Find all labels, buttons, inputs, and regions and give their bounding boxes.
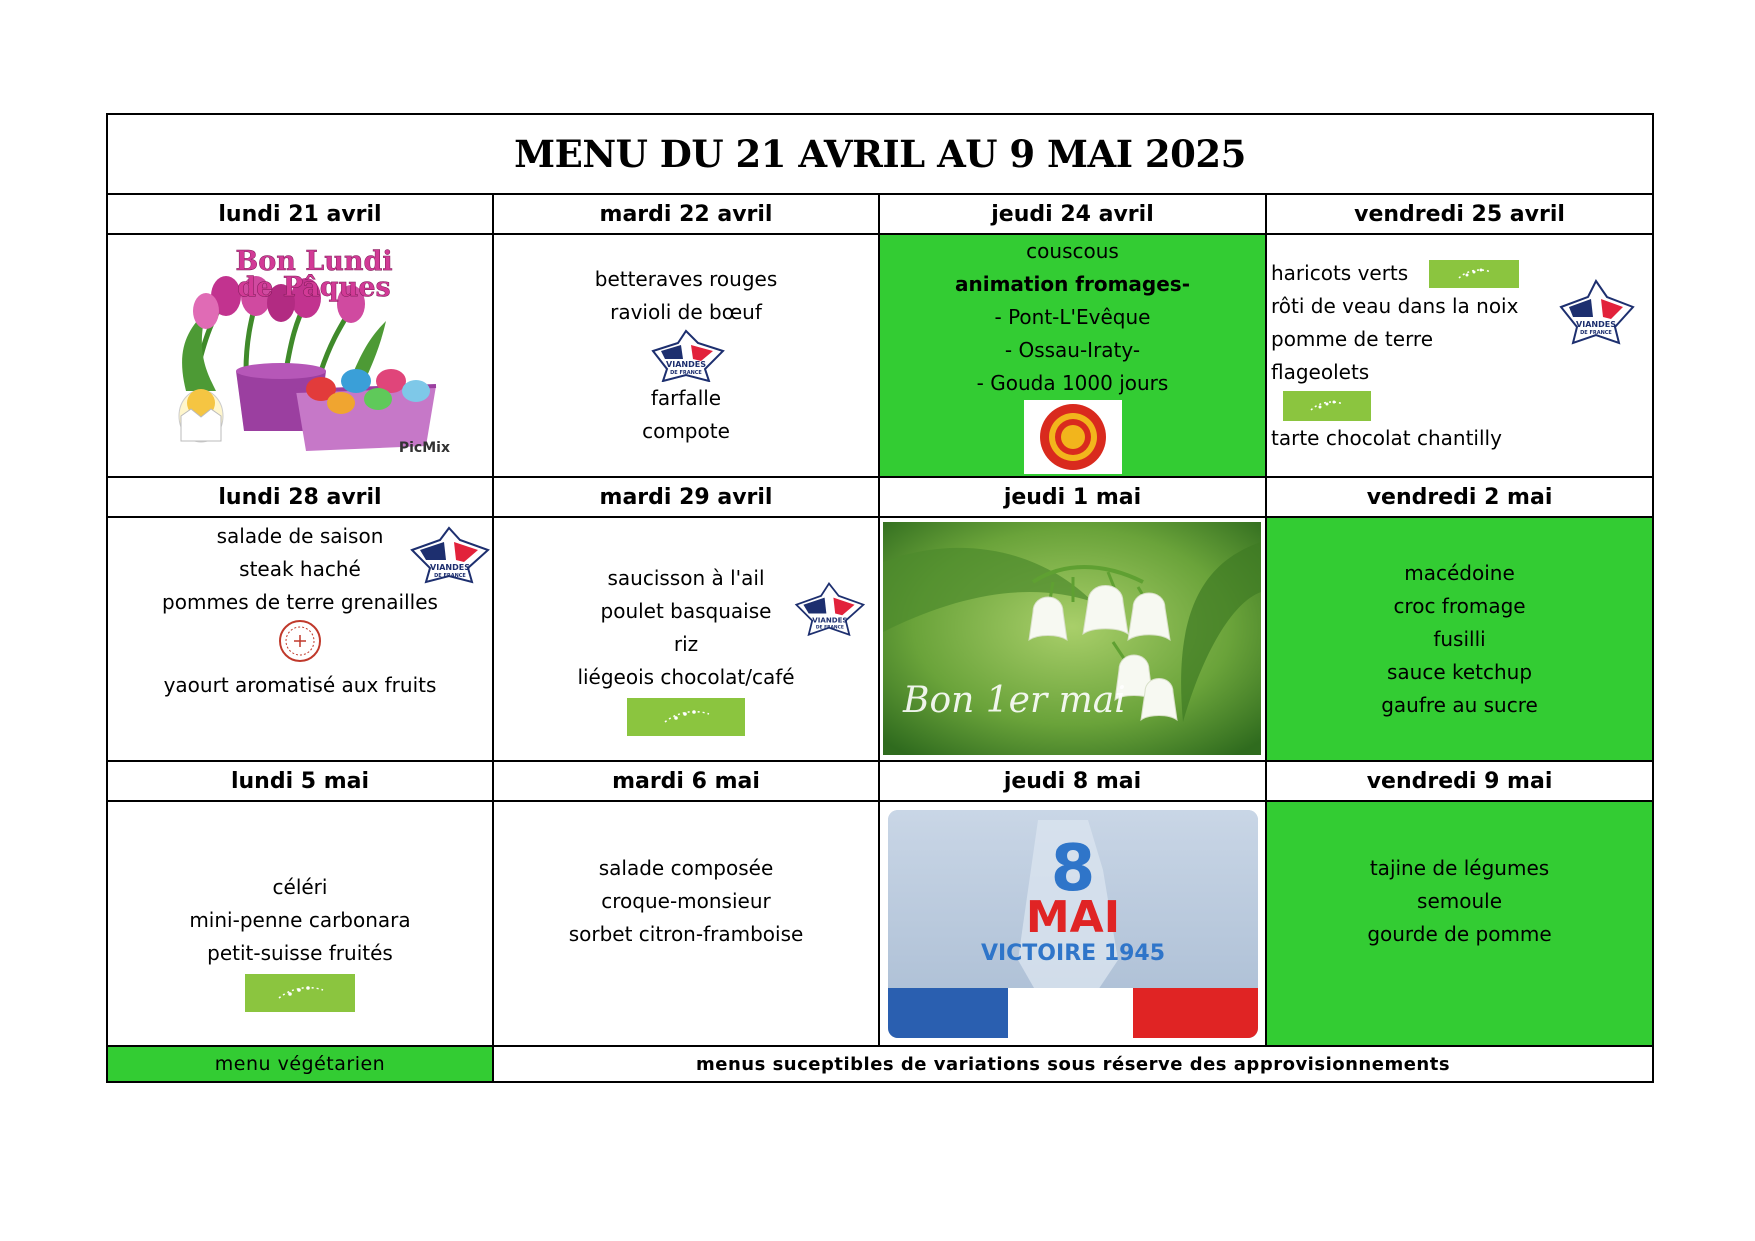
day-header: mardi 29 avril	[493, 477, 879, 517]
menu-item: flageolets	[1271, 359, 1370, 384]
day-header: lundi 21 avril	[107, 194, 493, 234]
easter-text-line: Bon Lundi	[235, 246, 393, 277]
menu-item: animation fromages-	[954, 272, 1190, 296]
day-header: jeudi 8 mai	[879, 761, 1266, 801]
menu-item: liégeois chocolat/café	[577, 665, 795, 689]
menu-item: croc fromage	[1393, 593, 1526, 618]
bio-label-icon	[1283, 391, 1371, 421]
menu-item: pomme de terre	[1271, 326, 1434, 351]
day-header: lundi 5 mai	[107, 761, 493, 801]
victory-number: 8	[1050, 832, 1096, 906]
bio-label-icon	[1429, 260, 1519, 288]
viandes-de-france-logo	[791, 580, 867, 640]
day-header: vendredi 9 mai	[1266, 761, 1653, 801]
viandes-de-france-logo	[406, 526, 492, 586]
day-header: mardi 22 avril	[493, 194, 879, 234]
supply-disclaimer: menus suceptibles de variations sous réserve des approvisionnements	[493, 1046, 1653, 1082]
menu-item: gourde de pomme	[1367, 922, 1552, 946]
menu-item: macédoine	[1404, 560, 1515, 585]
vegetarian-legend: menu végétarien	[107, 1046, 493, 1082]
menu-item: saucisson à l'ail	[607, 566, 765, 590]
day-header: lundi 28 avril	[107, 477, 493, 517]
victory-1945-image	[888, 810, 1258, 1038]
menu-item-text: haricots verts	[1271, 260, 1409, 285]
menu-item: croque-monsieur	[601, 889, 771, 913]
viandes-de-france-logo	[494, 329, 878, 382]
image-credit: PicMix	[398, 440, 450, 456]
logo-text: DE FRANCE	[670, 370, 702, 376]
menu-item: tarte chocolat chantilly	[1271, 425, 1502, 450]
day-header: vendredi 2 mai	[1266, 477, 1653, 517]
vegetarian-menu-cell	[1266, 517, 1653, 761]
menu-item: pommes de terre grenailles	[162, 590, 438, 614]
aop-logo	[880, 400, 1265, 476]
logo-text: VIANDES	[430, 563, 470, 572]
menu-item: steak haché	[239, 557, 361, 581]
menu-item: ravioli de bœuf	[610, 300, 762, 324]
easter-image	[146, 241, 454, 469]
menu-item: fusilli	[1433, 626, 1486, 651]
menu-item: tajine de légumes	[1369, 856, 1550, 880]
menu-item: - Pont-L'Evêque	[994, 305, 1151, 329]
menu-item: yaourt aromatisé aux fruits	[163, 673, 437, 697]
menu-item: betteraves rouges	[594, 267, 778, 291]
bio-label-row	[1271, 389, 1652, 422]
bio-label-icon	[245, 974, 355, 1012]
day-header: mardi 6 mai	[493, 761, 879, 801]
logo-text: DE FRANCE	[815, 625, 844, 631]
menu-table	[106, 113, 1654, 1083]
menu-item: compote	[642, 419, 730, 443]
logo-text: VIANDES	[1576, 320, 1616, 329]
menu-item: céléri	[272, 875, 328, 899]
menu-cell	[1266, 234, 1653, 477]
menu-cell	[107, 801, 493, 1046]
menu-item: couscous	[1026, 239, 1119, 263]
menu-cell	[107, 517, 493, 761]
menu-item: - Gouda 1000 jours	[976, 371, 1169, 395]
lily-of-the-valley-image	[883, 522, 1261, 755]
vegetarian-menu-cell	[879, 234, 1266, 477]
menu-cell	[493, 234, 879, 477]
menu-item: mini-penne carbonara	[189, 908, 411, 932]
easter-cell	[107, 234, 493, 477]
menu-item: - Ossau-Iraty-	[1004, 338, 1141, 362]
menu-item: petit-suisse fruités	[207, 941, 393, 965]
menu-item: salade composée	[598, 856, 774, 880]
menu-item: riz	[673, 632, 699, 656]
day-header: vendredi 25 avril	[1266, 194, 1653, 234]
menu-item: rôti de veau dans la noix	[1271, 293, 1519, 318]
bio-label-row	[108, 974, 492, 1016]
logo-text: DE FRANCE	[434, 573, 466, 579]
menu-item: gaufre au sucre	[1381, 692, 1538, 717]
menu-item: sauce ketchup	[1386, 659, 1533, 684]
victory-day-cell	[879, 801, 1266, 1046]
bio-label-row	[494, 698, 878, 742]
logo-text: DE FRANCE	[1580, 330, 1612, 336]
victory-month: MAI	[1025, 892, 1121, 943]
menu-item: sorbet citron-framboise	[568, 922, 804, 946]
menu-item: poulet basquaise	[600, 599, 772, 623]
may-day-cell	[879, 517, 1266, 761]
menu-cell	[493, 517, 879, 761]
menu-title: MENU DU 21 AVRIL AU 9 MAI 2025	[107, 114, 1653, 194]
victory-caption: VICTOIRE 1945	[980, 941, 1166, 966]
menu-item: farfalle	[650, 386, 722, 410]
vegetarian-menu-cell	[1266, 801, 1653, 1046]
menu-item: semoule	[1417, 889, 1503, 913]
logo-text: VIANDES	[812, 615, 848, 625]
may-day-text: Bon 1er mai	[903, 680, 1126, 721]
label-rouge-stamp-icon	[108, 619, 492, 669]
bio-label-icon	[627, 698, 745, 736]
logo-text: VIANDES	[666, 360, 706, 369]
menu-cell	[493, 801, 879, 1046]
menu-item: salade de saison	[216, 524, 384, 548]
day-header: jeudi 24 avril	[879, 194, 1266, 234]
day-header: jeudi 1 mai	[879, 477, 1266, 517]
viandes-de-france-logo	[1553, 277, 1639, 347]
easter-text-line: de Pâques	[237, 272, 391, 303]
